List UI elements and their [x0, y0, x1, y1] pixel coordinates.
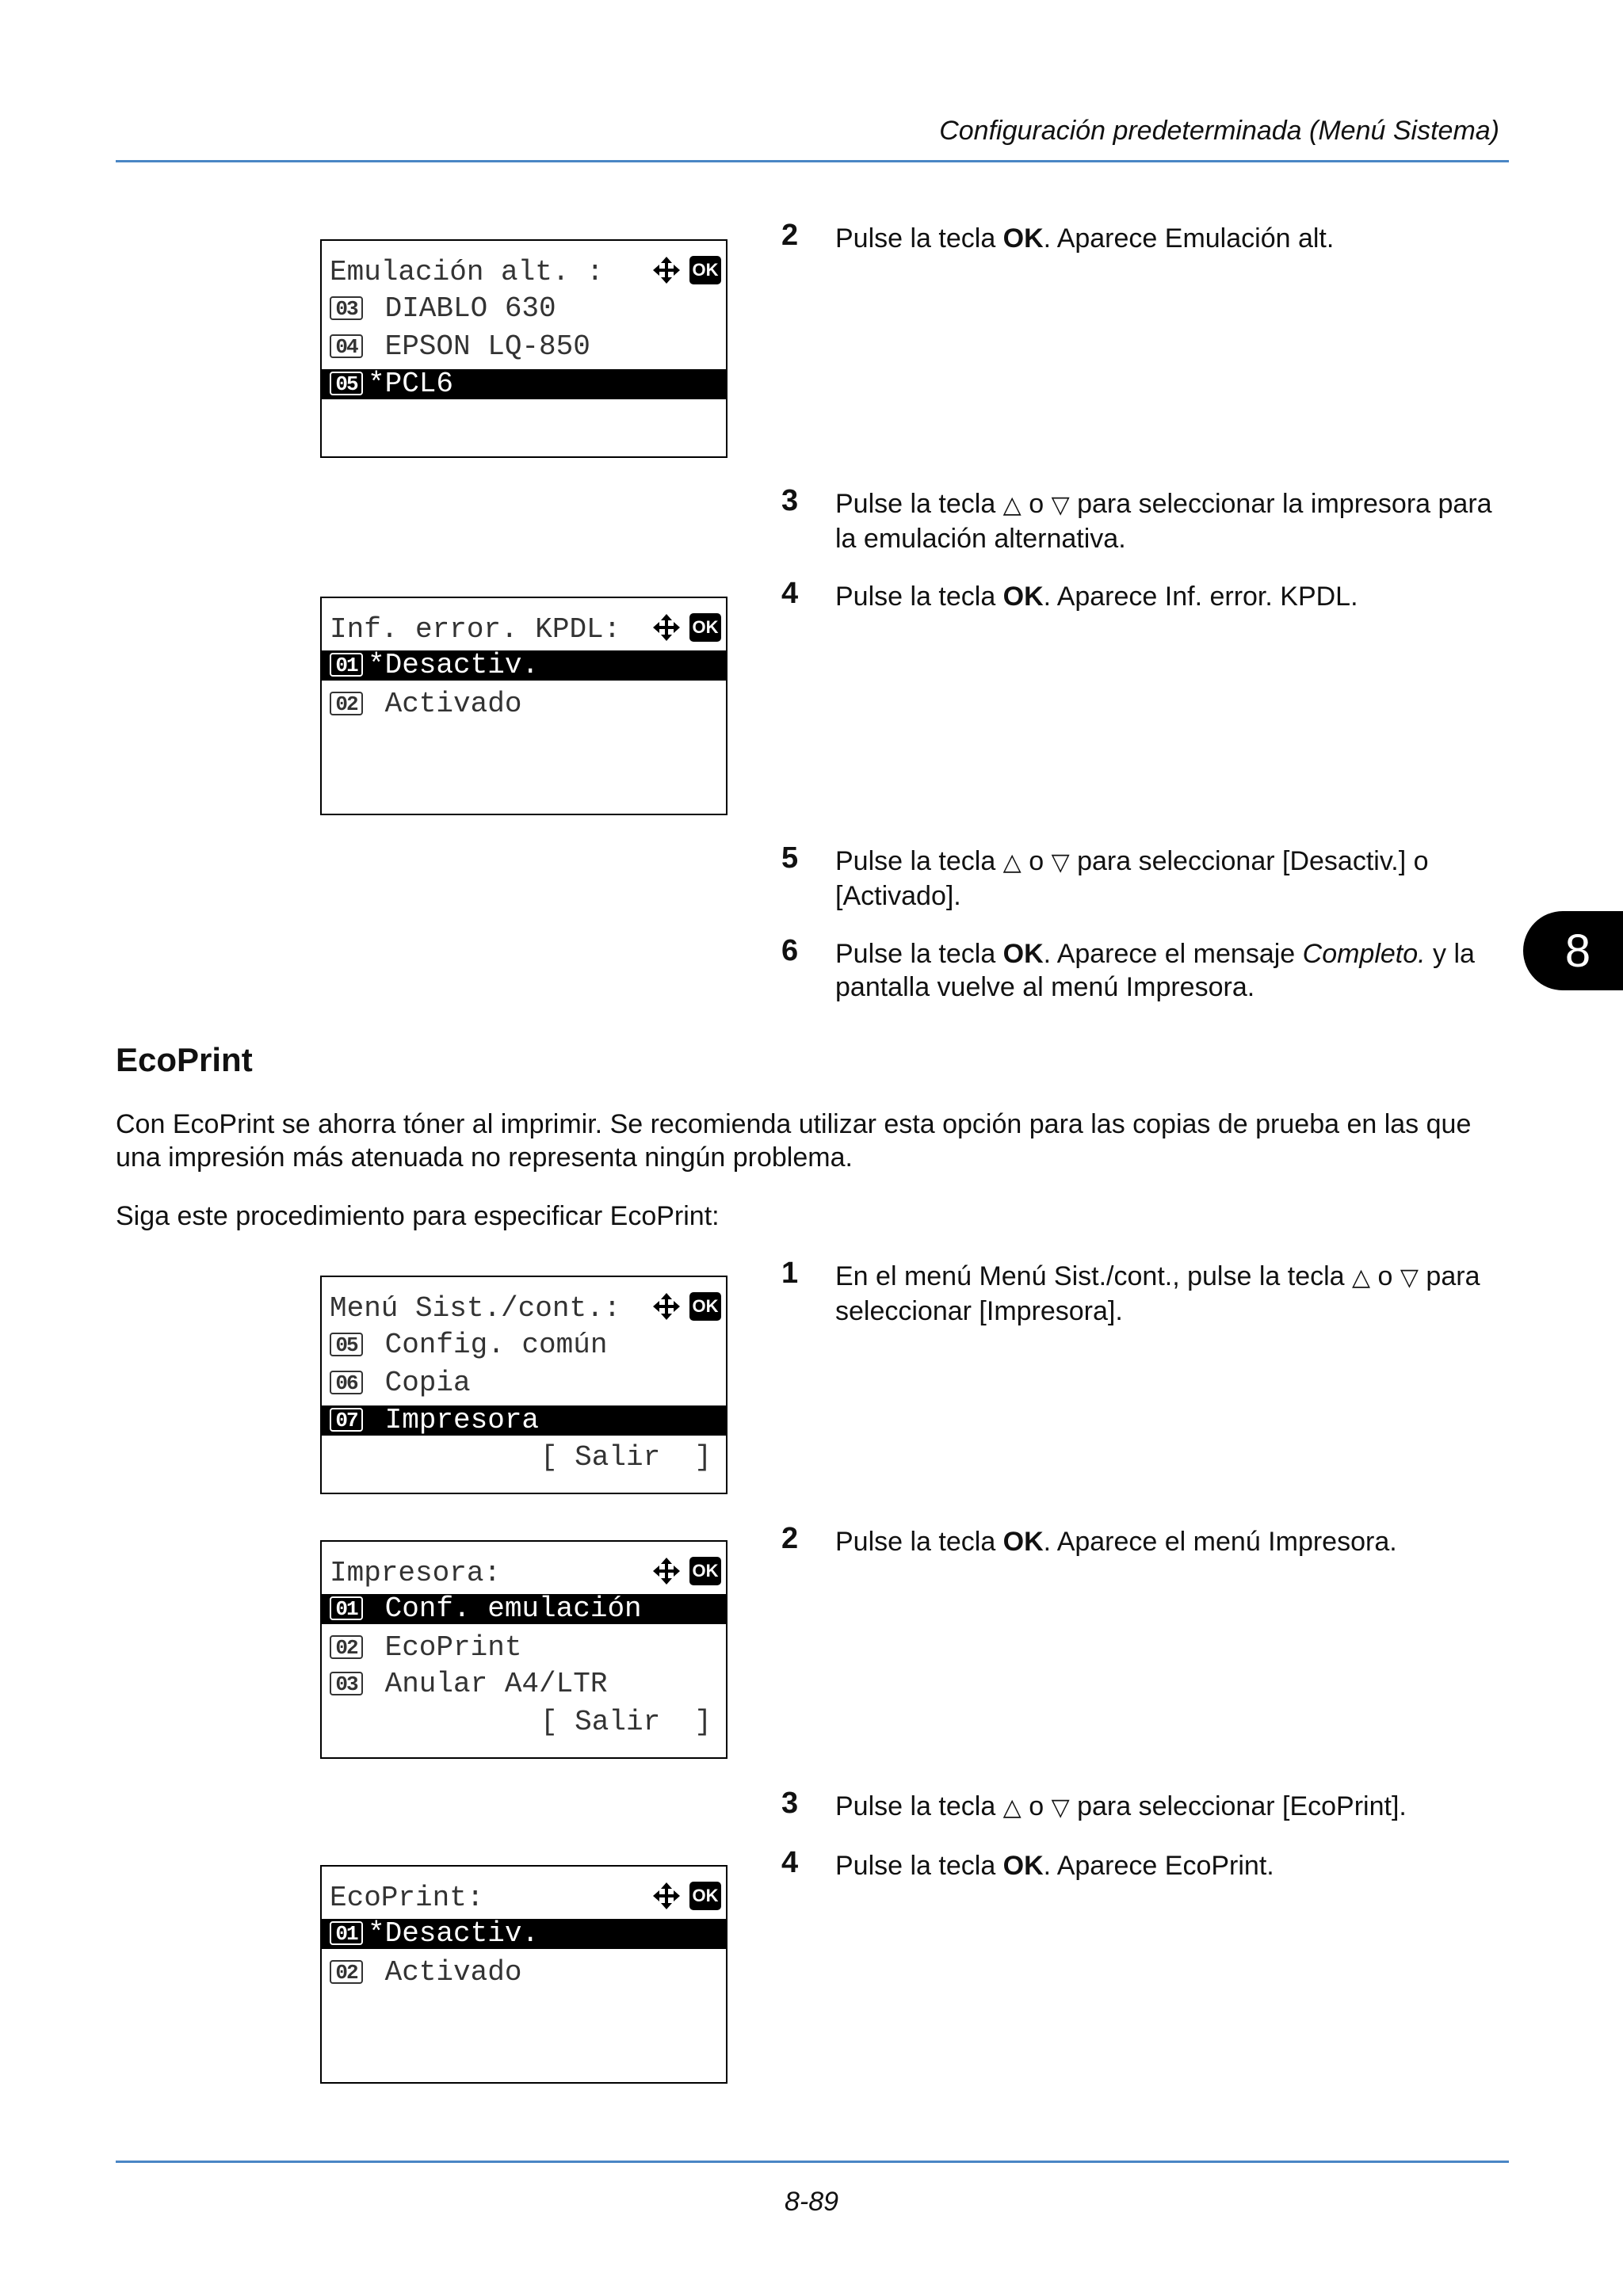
step-text: . Aparece Emulación alt.	[1043, 223, 1335, 254]
step-text: para seleccionar la impresora para la emulación alternativa.	[835, 489, 1492, 554]
up-triangle-icon: △	[1352, 1264, 1371, 1291]
item-label: Impresora	[368, 1404, 540, 1436]
step-number: 6	[781, 934, 799, 967]
lcd-title: Emulación alt. :	[330, 256, 604, 288]
up-triangle-icon: △	[1002, 1794, 1022, 1821]
step-text: o	[1021, 1791, 1052, 1821]
lcd-screen-menu-sist	[320, 1276, 727, 1494]
item-number: 01	[330, 653, 363, 677]
key-name: OK	[1002, 939, 1044, 969]
step-4b	[781, 1846, 1510, 1882]
lcd-row	[322, 685, 726, 723]
lcd-title: Inf. error. KPDL:	[330, 613, 621, 646]
step-number: 3	[781, 1787, 799, 1820]
step-5a	[781, 841, 1510, 913]
step-text: o	[1021, 489, 1052, 519]
lcd-title: EcoPrint:	[330, 1882, 484, 1914]
step-text: Pulse la tecla	[835, 223, 1003, 254]
step-2b	[781, 1522, 1510, 1558]
footer-rule	[116, 2161, 1509, 2163]
lcd-row	[322, 328, 726, 366]
lcd-title: Menú Sist./cont.:	[330, 1292, 621, 1325]
four-way-arrow-icon	[651, 255, 682, 285]
step-number: 4	[781, 577, 799, 610]
item-label: EPSON LQ-850	[368, 330, 590, 363]
item-number: 01	[330, 1596, 363, 1620]
lcd-row	[322, 1665, 726, 1703]
running-header: Configuración predeterminada (Menú Sistema)	[939, 116, 1499, 146]
four-way-arrow-icon	[651, 1881, 682, 1911]
step-text: Pulse la tecla	[835, 846, 1003, 876]
lcd-screen-emulacion	[320, 239, 727, 458]
step-text: para seleccionar [Desactiv.] o [Activado].	[835, 846, 1429, 911]
lcd-icons	[651, 612, 721, 643]
item-label: Conf. emulación	[368, 1592, 642, 1625]
page-number: 8-89	[784, 2187, 839, 2217]
ok-icon: OK	[689, 1292, 721, 1321]
step-text: Pulse la tecla	[835, 939, 1003, 969]
item-label: EcoPrint	[368, 1631, 522, 1664]
item-number: 02	[330, 692, 363, 715]
up-triangle-icon: △	[1002, 849, 1022, 876]
step-2a	[781, 219, 1510, 255]
four-way-arrow-icon	[651, 1291, 682, 1322]
item-label: *Desactiv.	[368, 649, 540, 681]
step-number: 3	[781, 484, 799, 517]
item-number: 07	[330, 1408, 363, 1432]
item-number: 06	[330, 1371, 363, 1394]
ok-icon: OK	[689, 1882, 721, 1910]
step-number: 2	[781, 1522, 799, 1555]
step-number: 4	[781, 1846, 799, 1879]
step-text: Pulse la tecla	[835, 1791, 1003, 1821]
item-label: Activado	[368, 1956, 522, 1989]
step-text: Pulse la tecla	[835, 489, 1003, 519]
item-number: 01	[330, 1921, 363, 1945]
key-name: OK	[1002, 1851, 1044, 1881]
step-text: para seleccionar [EcoPrint].	[1069, 1791, 1407, 1821]
lcd-screen-impresora	[320, 1540, 727, 1759]
item-number: 03	[330, 1672, 363, 1695]
item-label: DIABLO 630	[368, 292, 556, 325]
lcd-row	[322, 1326, 726, 1364]
section-intro: Con EcoPrint se ahorra tóner al imprimir. Se recomienda utilizar esta opción para las copias de prueba en las que una impresión más atenuada no representa ningún problema.	[116, 1109, 1472, 1173]
item-number: 03	[330, 296, 363, 320]
step-text: o	[1021, 846, 1052, 876]
down-triangle-icon: ▽	[1051, 1794, 1070, 1821]
lcd-row	[322, 1629, 726, 1667]
ok-icon: OK	[689, 613, 721, 642]
lcd-row-selected	[322, 1594, 726, 1624]
lcd-row	[322, 1954, 726, 1992]
step-text: o	[1370, 1261, 1400, 1291]
lcd-icons	[651, 1291, 721, 1322]
step-text: . Aparece el mensaje	[1043, 939, 1303, 969]
step-text: para seleccionar [Impresora].	[835, 1261, 1480, 1326]
exit-softkey: [ Salir ]	[540, 1706, 712, 1738]
item-label: Anular A4/LTR	[368, 1668, 608, 1700]
chapter-tab: 8	[1523, 911, 1623, 990]
message-name: Completo.	[1302, 939, 1426, 969]
item-label: Copia	[368, 1367, 471, 1399]
key-name: OK	[1002, 223, 1044, 254]
step-text: y la pantalla vuelve al menú Impresora.	[835, 939, 1475, 1002]
lcd-title: Impresora:	[330, 1557, 502, 1589]
item-number: 04	[330, 334, 363, 358]
step-1b	[781, 1257, 1510, 1328]
section-heading: EcoPrint	[116, 1041, 253, 1078]
up-triangle-icon: △	[1002, 491, 1022, 519]
step-text: Pulse la tecla	[835, 1851, 1003, 1881]
lcd-icons	[651, 255, 721, 285]
step-text: . Aparece EcoPrint.	[1043, 1851, 1274, 1881]
key-name: OK	[1002, 582, 1044, 612]
step-4a	[781, 577, 1510, 613]
step-text: En el menú Menú Sist./cont., pulse la tecla	[835, 1261, 1353, 1291]
lcd-icons	[651, 1556, 721, 1586]
item-number: 02	[330, 1960, 363, 1984]
step-text: . Aparece Inf. error. KPDL.	[1043, 582, 1358, 612]
down-triangle-icon: ▽	[1051, 491, 1070, 519]
step-number: 5	[781, 841, 799, 875]
lcd-row-selected	[322, 650, 726, 681]
down-triangle-icon: ▽	[1051, 849, 1070, 876]
item-number: 02	[330, 1635, 363, 1659]
step-text: Pulse la tecla	[835, 1527, 1003, 1557]
lcd-row-selected	[322, 1405, 726, 1436]
lcd-row	[322, 1364, 726, 1402]
exit-softkey: [ Salir ]	[540, 1441, 712, 1474]
step-3b	[781, 1787, 1510, 1825]
lcd-row-selected	[322, 369, 726, 399]
step-number: 1	[781, 1257, 799, 1290]
lcd-icons	[651, 1881, 721, 1911]
item-label: *PCL6	[368, 368, 454, 400]
step-3a	[781, 484, 1510, 555]
item-label: *Desactiv.	[368, 1917, 540, 1950]
step-text: . Aparece el menú Impresora.	[1043, 1527, 1397, 1557]
lcd-row-selected	[322, 1919, 726, 1949]
lcd-screen-ecoprint	[320, 1865, 727, 2084]
four-way-arrow-icon	[651, 612, 682, 643]
ok-icon: OK	[689, 1557, 721, 1585]
step-6a	[781, 934, 1510, 1004]
lcd-screen-inf-error	[320, 597, 727, 815]
step-number: 2	[781, 219, 799, 252]
four-way-arrow-icon	[651, 1556, 682, 1586]
item-number: 05	[330, 372, 363, 395]
key-name: OK	[1002, 1527, 1044, 1557]
item-number: 05	[330, 1333, 363, 1356]
item-label: Activado	[368, 688, 522, 720]
ok-icon: OK	[689, 256, 721, 284]
step-text: Pulse la tecla	[835, 582, 1003, 612]
item-label: Config. común	[368, 1329, 608, 1361]
procedure-intro: Siga este procedimiento para especificar EcoPrint:	[116, 1201, 720, 1231]
header-rule	[116, 160, 1509, 162]
down-triangle-icon: ▽	[1400, 1264, 1419, 1291]
lcd-row	[322, 290, 726, 328]
